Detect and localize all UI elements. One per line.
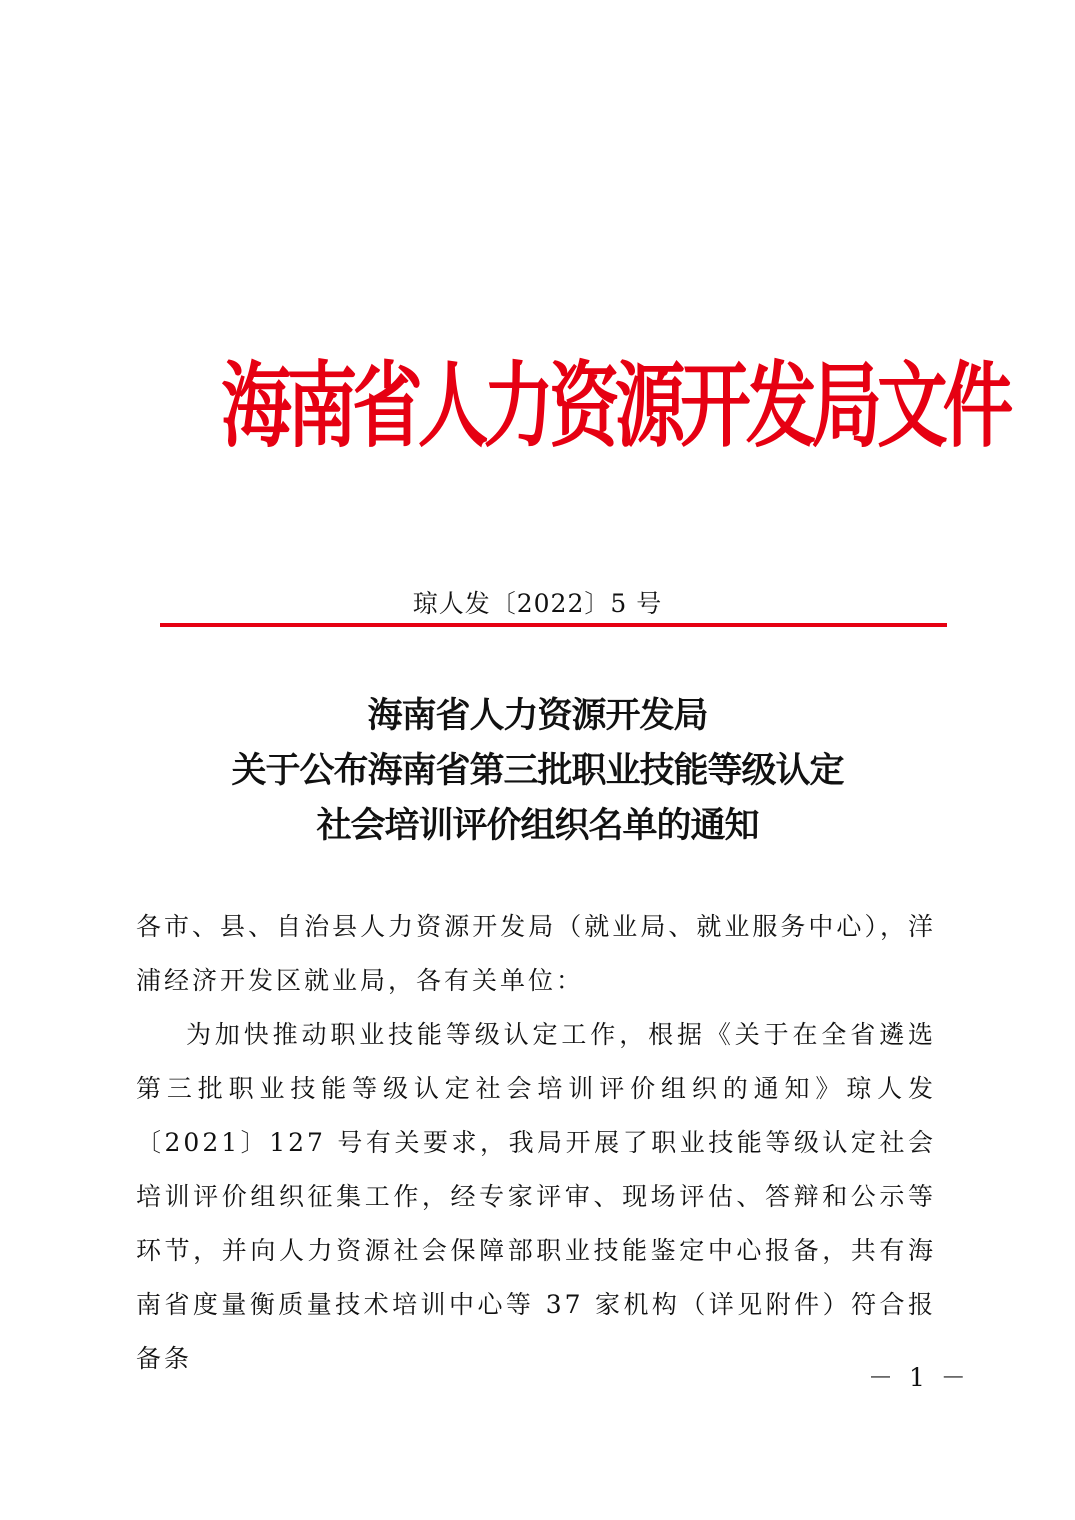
notice-title <box>0 688 1075 853</box>
addressee-paragraph: 各市、县、自治县人力资源开发局（就业局、就业服务中心），洋浦经济开发区就业局，各有关单位： <box>136 912 936 995</box>
document-number: 琼人发〔2022〕5 号 <box>412 589 663 618</box>
page-number: － 1 － <box>868 1363 970 1392</box>
title-line-2: 关于公布海南省第三批职业技能等级认定 <box>231 750 844 791</box>
title-line-3: 社会培训评价组织名单的通知 <box>316 805 759 846</box>
red-divider-line <box>160 623 947 627</box>
title-line-1: 海南省人力资源开发局 <box>367 695 708 736</box>
masthead-title: 海南省人力资源开发局文件 <box>221 352 1009 461</box>
notice-body <box>136 900 936 1386</box>
body-paragraph-1: 为加快推动职业技能等级认定工作，根据《关于在全省遴选第三批职业技能等级认定社会培训评价组织的通知》琼人发〔2021〕127 号有关要求，我局开展了职业技能等级认定社会培训评价组织征集工作，经专家评审、现场评估、答辩和公示等环节，并向人力资源社会保障部职业技能鉴定中心报备，共有海南省度量衡质量技术培训中心等 37 家机构（详见附件）符合报备条 <box>136 1020 936 1373</box>
